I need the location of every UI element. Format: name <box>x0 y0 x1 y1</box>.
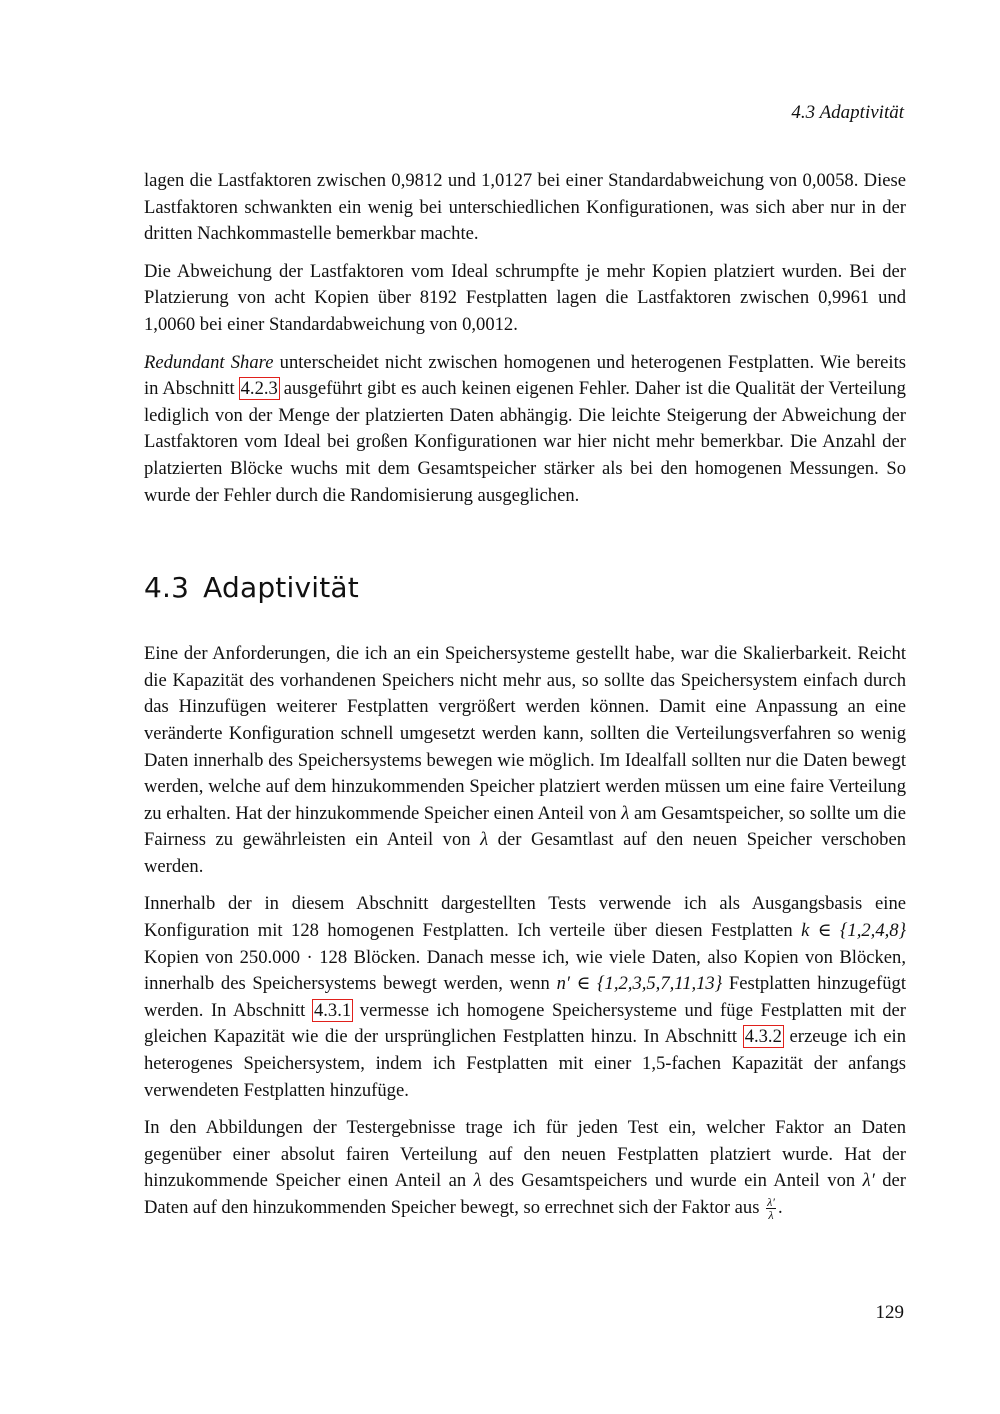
page-number: 129 <box>875 1302 904 1323</box>
math-factor: 1,5 <box>642 1053 666 1075</box>
paragraph-test-setup: Innerhalb der in diesem Abschnitt dargestellten Tests verwende ich als Ausgangsbasis eine Konfiguration mit 128 homogenen Festplatten. Ich verteile über diesen Festplatten k ∈ {1,2,4,8} Kopien von 250.000 · 128 Blöcken. Danach messe ich, wie viele Daten, also Kopien von Blöcken, innerhalb des Speichersystems bewegt werden, wenn n′ ∈ {1,2,3,5,7,11,13} Festplatten hinzugefügt werden. In Abschnitt 4.3.1 vermesse ich homogene Speichersysteme und füge Festplatten mit der gleichen Kapazität wie die der ursprünglichen Festplatten hinzu. In Abschnitt 4.3.2 erzeuge ich ein heterogenes Speichersystem, indem ich Festplatten mit einer 1,5-fachen Kapazität der anfangs verwendeten Festplatten hinzufüge. <box>144 893 907 1101</box>
paragraph-load-factors: lagen die Lastfaktoren zwischen 0,9812 und 1,0127 bei einer Standardabweichung von 0,0058. Diese Lastfaktoren schwankten ein wenig bei unterschiedlichen Konfigurationen, was sich aber nur in der dritten Nachkommastelle bemerkbar machte. <box>144 170 906 245</box>
paragraph-deviation: Die Abweichung der Lastfaktoren vom Ideal schrumpfte je mehr Kopien platziert wurden. Bei der Platzierung von acht Kopien über 8192 Festplatten lagen die Lastfaktoren zwischen 0,9961 und 1,0060 bei einer Standardabweichung von 0,0012. <box>144 260 906 335</box>
math-lambda: λ <box>473 1170 482 1192</box>
fraction-denominator: λ <box>768 1208 774 1223</box>
section-ref-link[interactable]: 4.3.2 <box>744 1026 782 1048</box>
section-ref-link[interactable]: 4.3.1 <box>313 999 352 1021</box>
paragraph-redundant-share: Redundant Share unterscheidet nicht zwischen homogenen und heterogenen Festplatten. Wie bereits in Abschnitt 4.2.3 ausgeführt gibt es auch keinen eigenen Fehler. Daher ist die Qualität der Verteilung lediglich von der Menge der platzierten Daten abhängig. Die leichte Steigerung der Abweichung der Lastfaktoren vom Ideal bei großen Konfigurationen war hier nicht mehr bemerkbar. Die Anzahl der platzierten Blöcke wuchs mit dem Gesamtspeicher stärker als bei den homogenen Messungen. So wurde der Fehler durch die Randomisierung ausgeglichen. <box>144 351 906 506</box>
fraction-numerator: λ′ <box>767 1195 775 1210</box>
paragraph-results-factor: In den Abbildungen der Testergebnisse trage ich für jeden Test ein, welcher Faktor an Daten gegenüber einer absolut fairen Verteilung auf den neuen Festplatten platziert wurde. Hat der hinzukommende Speicher einen Anteil an λ des Gesamtspeichers und wurde ein Anteil von λ′ der Daten auf den hinzukommenden Speicher bewegt, so errechnet sich der Faktor aus $\frac{\lambda'}{\lambda}$ . <box>144 1117 906 1223</box>
math-lambda: λ <box>480 829 489 851</box>
section-number: 4.3 <box>144 571 190 605</box>
page-body <box>144 168 906 1233</box>
math-k-set: k ∈ {1,2,4,8} <box>801 920 907 942</box>
math-lambda: λ <box>621 802 630 824</box>
math-n-set: n′ ∈ {1,2,3,5,7,11,13} <box>556 973 723 995</box>
section-title: Adaptivität <box>203 571 359 605</box>
paragraph-scalability: Eine der Anforderungen, die ich an ein Speichersysteme gestellt habe, war die Skalierbarkeit. Reicht die Kapazität des vorhandenen Speichers nicht mehr aus, so sollte das Speichersystem einfach durch das Hinzufügen weiterer Festplatten vergrößert werden können. Damit eine Anpassung an eine veränderte Konfiguration schnell umgesetzt werden kann, sollten die Verteilungsverfahren so wenig Daten innerhalb des Speichersystems bewegen wie möglich. Im Idealfall sollten nur die Daten bewegt werden, welche auf dem hinzukommenden Speicher platziert werden müssen um eine faire Verteilung zu erhalten. Hat der hinzukommende Speicher einen Anteil von λ am Gesamtspeicher, so sollte um die Fairness zu gewährleisten ein Anteil von λ der Gesamtlast auf den neuen Speicher verschoben werden. <box>144 643 906 877</box>
emphasis-redundant-share: Redundant Share <box>144 351 274 373</box>
math-lambda-prime: λ′ <box>862 1170 875 1192</box>
math-fraction <box>766 1196 776 1221</box>
running-head: 4.3 Adaptivität <box>791 102 904 123</box>
section-ref-link[interactable]: 4.2.3 <box>240 378 278 400</box>
section-heading <box>144 571 906 604</box>
